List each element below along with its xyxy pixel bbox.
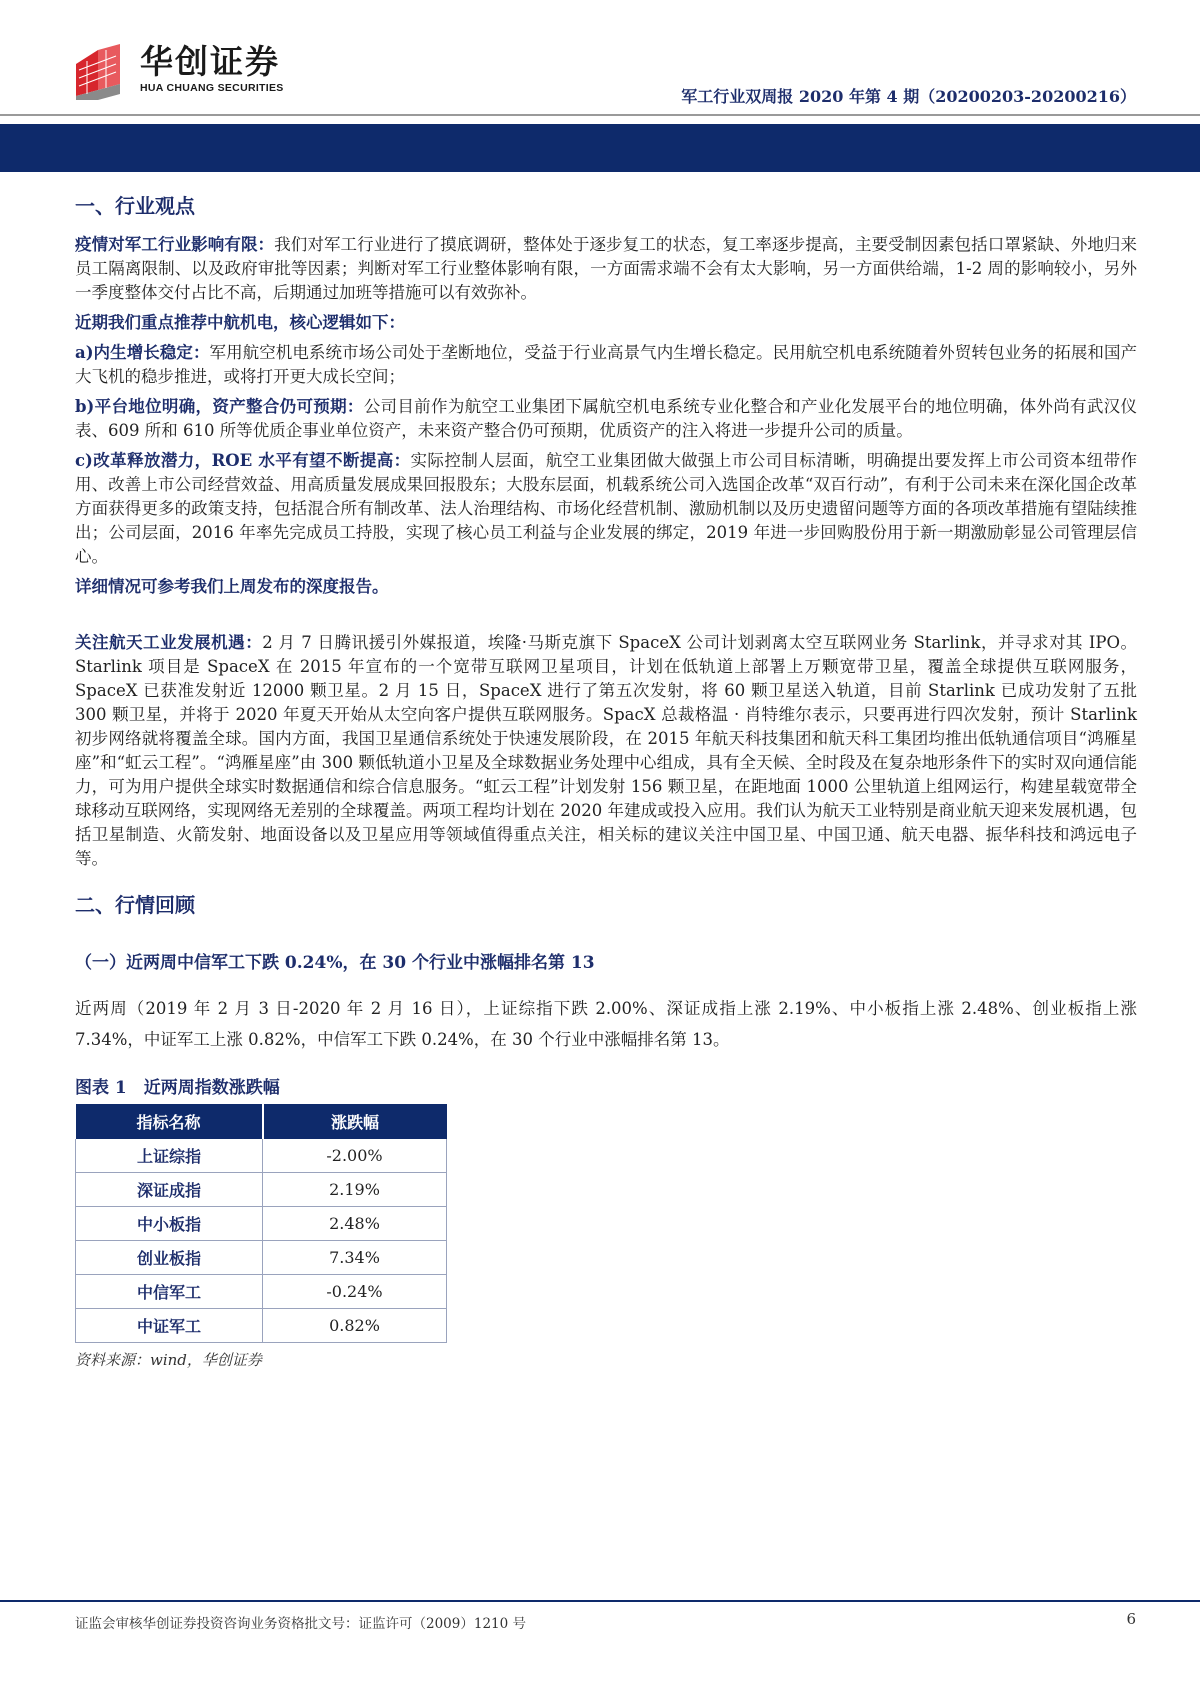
paragraph-body: 公司目前作为航空工业集团下属航空机电系统专业化整合和产业化发展平台的地位明确，体外尚有武汉仪表、609 所和 610 所等优质企事业单位资产，未来资产整合仍可预期，优质资产的注入将进一步提升公司的质量。 bbox=[75, 397, 1137, 440]
figure-caption: 图表 1 近两周指数涨跌幅 bbox=[75, 1078, 280, 1098]
paragraph-market-summary: 近两周（2019 年 2 月 3 日-2020 年 2 月 16 日），上证综指下跌 2.00%、深证成指上涨 2.19%、中小板指上涨 2.48%、创业板指上涨 7.34%，中证军工上涨 0.82%，中信军工下跌 0.24%，在 30 个行业中涨幅排名第 13。 bbox=[75, 999, 1137, 1049]
figure-source: 资料来源：wind，华创证券 bbox=[75, 1351, 262, 1369]
footer-divider bbox=[0, 1600, 1200, 1602]
table-row bbox=[76, 1241, 447, 1275]
paragraph-lead: 疫情对军工行业影响有限： bbox=[75, 235, 275, 254]
index-name: 深证成指 bbox=[76, 1173, 263, 1207]
table-header-row bbox=[76, 1104, 447, 1139]
table-row bbox=[76, 1309, 447, 1343]
table-row bbox=[76, 1173, 447, 1207]
paragraph-body: 2 月 7 日腾讯援引外媒报道，埃隆·马斯克旗下 SpaceX 公司计划剥离太空互联网业务 Starlink，并寻求对其 IPO。Starlink 项目是 SpaceX 在 2015 年宣布的一个宽带互联网卫星项目，计划在低轨道上部署上万颗宽带卫星，覆盖全球提供互联网服务，SpaceX 已获准发射近 12000 颗卫星。2 月 15 日，SpaceX 进行了第五次发射，将 60 颗卫星送入轨道，目前 Starlink 已成功发射了五批 300 颗卫星，并将于 2020 年夏天开始从太空向客户提供互联网服务。SpacX 总裁格温 · 肖特维尔表示，只要再进行四次发射，预计 Starlink 初步网络就将覆盖全球。国内方面，我国卫星通信系统处于快速发展阶段，在 2015 年航天科技集团和航天科工集团均推出低轨通信项目“鸿雁星座”和“虹云工程”。“鸿雁星座”由 300 颗低轨道小卫星及全球数据业务处理中心组成，具有全天候、全时段及在复杂地形条件下的实时双向通信能力，可为用户提供全球实时数据通信和综合信息服务。“虹云工程”计划发射 156 颗卫星，在距地面 1000 公里轨道上组网运行，构建星载宽带全球移动互联网络，实现网络无差别的全球覆盖。两项工程均计划在 2020 年建成或投入应用。我们认为航天工业特别是商业航天迎来发展机遇，包括卫星制造、火箭发射、地面设备以及卫星应用等领域值得重点关注，相关标的建议关注中国卫星、中国卫通、航天电器、振华科技和鸿远电子等。 bbox=[75, 633, 1137, 868]
index-name: 创业板指 bbox=[76, 1241, 263, 1275]
header-band bbox=[0, 124, 1200, 172]
paragraph-detail-reference: 详细情况可参考我们上周发布的深度报告。 bbox=[75, 577, 389, 596]
section-title-industry-view: 一、行业观点 bbox=[75, 194, 195, 218]
index-change: 2.19% bbox=[263, 1173, 447, 1207]
table-header-change: 涨跌幅 bbox=[263, 1104, 447, 1139]
spacer bbox=[75, 605, 1137, 631]
paragraph-body: 实际控制人层面，航空工业集团做大做强上市公司目标清晰，明确提出要发挥上市公司资本纽带作用、改善上市公司经营效益、用高质量发展成果回报股东；大股东层面，机载系统公司入选国企改革“双百行动”，有利于公司未来在深化国企改革方面获得更多的政策支持，包括混合所有制改革、法人治理结构、市场化经营机制、激励机制以及历史遗留问题等方面的各项改革措施有望陆续推出；公司层面，2016 年率先完成员工持股，实现了核心员工利益与企业发展的绑定，2019 年进一步回购股份用于新一期激励彰显公司管理层信心。 bbox=[75, 451, 1137, 566]
table-row bbox=[76, 1139, 447, 1173]
table-row bbox=[76, 1207, 447, 1241]
logo-mark-icon bbox=[76, 44, 132, 100]
index-name: 中信军工 bbox=[76, 1275, 263, 1309]
paragraph-point-b bbox=[75, 395, 1137, 443]
index-change: -0.24% bbox=[263, 1275, 447, 1309]
index-change: -2.00% bbox=[263, 1139, 447, 1173]
table-row bbox=[76, 1275, 447, 1309]
index-name: 上证综指 bbox=[76, 1139, 263, 1173]
paragraph-lead: a)内生增长稳定： bbox=[75, 343, 210, 362]
logo-name-en: HUA CHUANG SECURITIES bbox=[140, 82, 284, 94]
page-header bbox=[0, 0, 1200, 120]
index-change: 7.34% bbox=[263, 1241, 447, 1275]
footer-disclaimer: 证监会审核华创证券投资咨询业务资格批文号：证监许可（2009）1210 号 bbox=[75, 1616, 527, 1632]
table-header-name: 指标名称 bbox=[76, 1104, 263, 1139]
section-title-market-review: 二、行情回顾 bbox=[75, 893, 195, 917]
paragraph-lead: 关注航天工业发展机遇： bbox=[75, 633, 263, 652]
subsection-title: （一）近两周中信军工下跌 0.24%，在 30 个行业中涨幅排名第 13 bbox=[75, 953, 595, 973]
index-change-table bbox=[75, 1104, 447, 1343]
logo-name-cn: 华创证券 bbox=[140, 42, 280, 81]
paragraph-lead: b)平台地位明确，资产整合仍可预期： bbox=[75, 397, 364, 416]
paragraph-point-c bbox=[75, 449, 1137, 569]
paragraph-point-a bbox=[75, 341, 1137, 389]
paragraph-recommendation: 近期我们重点推荐中航机电，核心逻辑如下： bbox=[75, 313, 405, 332]
report-title: 军工行业双周报 2020 年第 4 期（20200203-20200216） bbox=[681, 87, 1136, 106]
header-divider bbox=[0, 114, 1200, 116]
index-change: 0.82% bbox=[263, 1309, 447, 1343]
paragraph-space-industry bbox=[75, 631, 1137, 871]
paragraph-body: 我们对军工行业进行了摸底调研，整体处于逐步复工的状态，复工率逐步提高，主要受制因素包括口罩紧缺、外地归来员工隔离限制、以及政府审批等因素；判断对军工行业整体影响有限，一方面需求端不会有太大影响，另一方面供给端，1-2 周的影响较小，另外一季度整体交付占比不高，后期通过加班等措施可以有效弥补。 bbox=[75, 235, 1138, 302]
paragraph-epidemic-impact bbox=[75, 233, 1137, 305]
paragraph-body: 军用航空机电系统市场公司处于垄断地位，受益于行业高景气内生增长稳定。民用航空机电系统随着外贸转包业务的拓展和国产大飞机的稳步推进，或将打开更大成长空间； bbox=[75, 343, 1138, 386]
page-content bbox=[75, 190, 1137, 1370]
page-number: 6 bbox=[1126, 1610, 1136, 1628]
index-name: 中小板指 bbox=[76, 1207, 263, 1241]
paragraph-lead: c)改革释放潜力，ROE 水平有望不断提高： bbox=[75, 451, 411, 470]
index-name: 中证军工 bbox=[76, 1309, 263, 1343]
index-change: 2.48% bbox=[263, 1207, 447, 1241]
company-logo bbox=[76, 44, 284, 100]
